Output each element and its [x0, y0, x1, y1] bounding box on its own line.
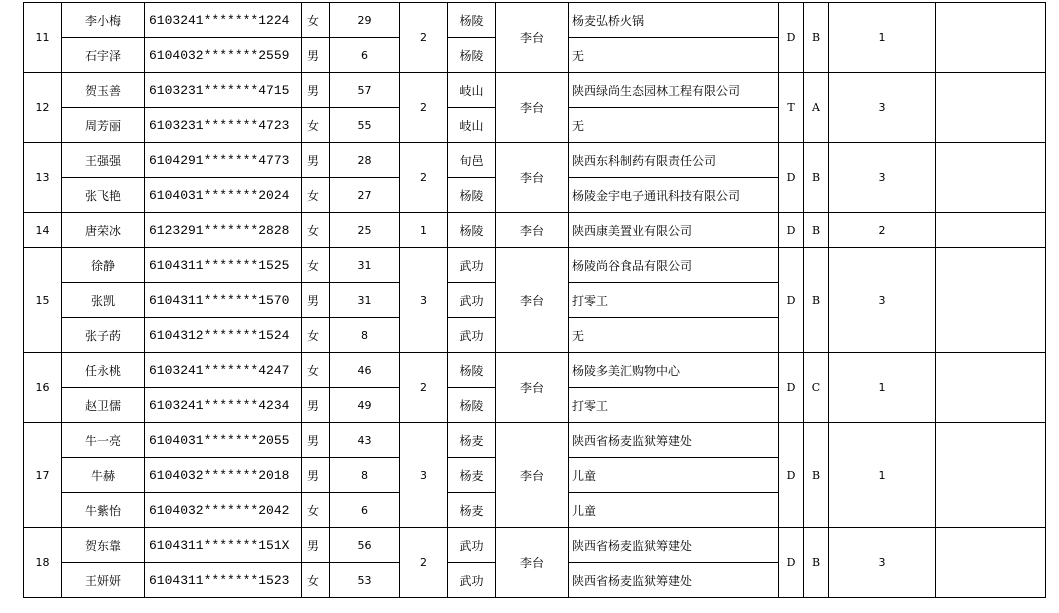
cell-id-number[interactable]: 6104312*******1524	[145, 318, 302, 353]
table-row	[24, 73, 1046, 108]
cell-origin[interactable]: 武功	[448, 528, 496, 563]
cell-sex[interactable]: 女	[302, 213, 330, 248]
cell-category-2[interactable]: B	[804, 423, 829, 528]
cell-category-2[interactable]: B	[804, 143, 829, 213]
cell-name[interactable]: 李小梅	[62, 3, 145, 38]
cell-remarks[interactable]	[936, 73, 1046, 143]
cell-category-3[interactable]: 3	[829, 73, 936, 143]
cell-name[interactable]: 牛一亮	[62, 423, 145, 458]
cell-id-number[interactable]: 6104311*******1570	[145, 283, 302, 318]
table-row	[24, 528, 1046, 563]
cell-id-number[interactable]: 6103241*******4234	[145, 388, 302, 423]
cell-id-number[interactable]: 6103231*******4715	[145, 73, 302, 108]
cell-workplace[interactable]: 儿童	[569, 493, 779, 528]
cell-remarks[interactable]	[936, 423, 1046, 528]
cell-workplace[interactable]: 儿童	[569, 458, 779, 493]
cell-origin[interactable]: 武功	[448, 283, 496, 318]
cell-remarks[interactable]	[936, 353, 1046, 423]
cell-workplace[interactable]: 陕西康美置业有限公司	[569, 213, 779, 248]
table-row	[24, 143, 1046, 178]
cell-age[interactable]: 31	[330, 283, 400, 318]
cell-village[interactable]: 李台	[496, 3, 569, 73]
cell-name[interactable]: 唐荣冰	[62, 213, 145, 248]
cell-name[interactable]: 牛紫怡	[62, 493, 145, 528]
cell-sex[interactable]: 男	[302, 38, 330, 73]
cell-origin[interactable]: 旬邑	[448, 143, 496, 178]
cell-age[interactable]: 53	[330, 563, 400, 598]
cell-category-3[interactable]: 2	[829, 213, 936, 248]
cell-category-3[interactable]: 3	[829, 528, 936, 598]
cell-sex[interactable]: 男	[302, 528, 330, 563]
cell-origin[interactable]: 岐山	[448, 73, 496, 108]
cell-household-no[interactable]: 18	[24, 528, 62, 598]
cell-sex[interactable]: 男	[302, 143, 330, 178]
cell-age[interactable]: 6	[330, 38, 400, 73]
cell-category-1[interactable]: T	[779, 73, 804, 143]
cell-sex[interactable]: 男	[302, 388, 330, 423]
cell-remarks[interactable]	[936, 143, 1046, 213]
cell-category-2[interactable]: B	[804, 248, 829, 353]
cell-id-number[interactable]: 6104311*******1523	[145, 563, 302, 598]
cell-household-count[interactable]: 2	[400, 528, 448, 598]
cell-id-number[interactable]: 6104031*******2055	[145, 423, 302, 458]
cell-name[interactable]: 任永桃	[62, 353, 145, 388]
cell-id-number[interactable]: 6104311*******151X	[145, 528, 302, 563]
cell-id-number[interactable]: 6103231*******4723	[145, 108, 302, 143]
cell-id-number[interactable]: 6104032*******2042	[145, 493, 302, 528]
cell-workplace[interactable]: 无	[569, 38, 779, 73]
cell-household-no[interactable]: 12	[24, 73, 62, 143]
cell-age[interactable]: 57	[330, 73, 400, 108]
cell-age[interactable]: 8	[330, 458, 400, 493]
cell-household-count[interactable]: 2	[400, 353, 448, 423]
cell-category-1[interactable]: D	[779, 3, 804, 73]
cell-village[interactable]: 李台	[496, 73, 569, 143]
cell-age[interactable]: 8	[330, 318, 400, 353]
cell-workplace[interactable]: 无	[569, 108, 779, 143]
cell-category-1[interactable]: D	[779, 353, 804, 423]
cell-category-2[interactable]: B	[804, 3, 829, 73]
cell-sex[interactable]: 女	[302, 318, 330, 353]
cell-workplace[interactable]: 陕西省杨麦监狱筹建处	[569, 423, 779, 458]
cell-category-1[interactable]: D	[779, 248, 804, 353]
cell-age[interactable]: 56	[330, 528, 400, 563]
cell-id-number[interactable]: 6104032*******2018	[145, 458, 302, 493]
cell-id-number[interactable]: 6104031*******2024	[145, 178, 302, 213]
cell-id-number[interactable]: 6103241*******4247	[145, 353, 302, 388]
cell-village[interactable]: 李台	[496, 353, 569, 423]
cell-remarks[interactable]	[936, 213, 1046, 248]
cell-category-1[interactable]: D	[779, 423, 804, 528]
table-row	[24, 213, 1046, 248]
cell-category-3[interactable]: 1	[829, 353, 936, 423]
cell-workplace[interactable]: 打零工	[569, 388, 779, 423]
cell-remarks[interactable]	[936, 528, 1046, 598]
cell-sex[interactable]: 女	[302, 493, 330, 528]
cell-category-3[interactable]: 1	[829, 423, 936, 528]
cell-name[interactable]: 牛赫	[62, 458, 145, 493]
cell-name[interactable]: 赵卫儒	[62, 388, 145, 423]
table-row	[24, 248, 1046, 283]
cell-sex[interactable]: 女	[302, 563, 330, 598]
cell-age[interactable]: 31	[330, 248, 400, 283]
cell-household-no[interactable]: 14	[24, 213, 62, 248]
cell-age[interactable]: 49	[330, 388, 400, 423]
cell-sex[interactable]: 女	[302, 248, 330, 283]
cell-age[interactable]: 55	[330, 108, 400, 143]
cell-origin[interactable]: 杨陵	[448, 213, 496, 248]
cell-workplace[interactable]: 陕西东科制药有限责任公司	[569, 143, 779, 178]
cell-name[interactable]: 王强强	[62, 143, 145, 178]
cell-workplace[interactable]: 杨陵尚谷食品有限公司	[569, 248, 779, 283]
cell-origin[interactable]: 杨陵	[448, 353, 496, 388]
cell-category-1[interactable]: D	[779, 213, 804, 248]
cell-age[interactable]: 27	[330, 178, 400, 213]
cell-name[interactable]: 石宇泽	[62, 38, 145, 73]
table-body	[24, 3, 1046, 598]
cell-origin[interactable]: 杨麦	[448, 493, 496, 528]
cell-village[interactable]: 李台	[496, 248, 569, 353]
cell-remarks[interactable]	[936, 248, 1046, 353]
cell-household-count[interactable]: 3	[400, 248, 448, 353]
cell-origin[interactable]: 武功	[448, 318, 496, 353]
cell-sex[interactable]: 女	[302, 108, 330, 143]
cell-sex[interactable]: 女	[302, 178, 330, 213]
cell-remarks[interactable]	[936, 3, 1046, 73]
cell-id-number[interactable]: 6104032*******2559	[145, 38, 302, 73]
cell-origin[interactable]: 杨陵	[448, 388, 496, 423]
cell-household-no[interactable]: 15	[24, 248, 62, 353]
table-row	[24, 423, 1046, 458]
cell-name[interactable]: 王妍妍	[62, 563, 145, 598]
cell-name[interactable]: 贺东靠	[62, 528, 145, 563]
cell-household-no[interactable]: 17	[24, 423, 62, 528]
cell-household-count[interactable]: 3	[400, 423, 448, 528]
cell-origin[interactable]: 杨麦	[448, 458, 496, 493]
cell-sex[interactable]: 男	[302, 73, 330, 108]
cell-sex[interactable]: 女	[302, 353, 330, 388]
cell-household-count[interactable]: 2	[400, 73, 448, 143]
cell-origin[interactable]: 杨陵	[448, 3, 496, 38]
cell-household-no[interactable]: 11	[24, 3, 62, 73]
cell-age[interactable]: 29	[330, 3, 400, 38]
cell-origin[interactable]: 杨陵	[448, 38, 496, 73]
cell-workplace[interactable]: 陕西省杨麦监狱筹建处	[569, 563, 779, 598]
cell-age[interactable]: 25	[330, 213, 400, 248]
cell-name[interactable]: 贺玉善	[62, 73, 145, 108]
cell-age[interactable]: 28	[330, 143, 400, 178]
cell-category-3[interactable]: 3	[829, 248, 936, 353]
household-table	[23, 2, 1046, 598]
cell-origin[interactable]: 杨陵	[448, 178, 496, 213]
cell-household-count[interactable]: 2	[400, 3, 448, 73]
cell-household-no[interactable]: 13	[24, 143, 62, 213]
cell-household-no[interactable]: 16	[24, 353, 62, 423]
cell-workplace[interactable]: 杨陵多美汇购物中心	[569, 353, 779, 388]
cell-id-number[interactable]: 6104311*******1525	[145, 248, 302, 283]
cell-category-1[interactable]: D	[779, 143, 804, 213]
cell-age[interactable]: 46	[330, 353, 400, 388]
cell-category-2[interactable]: B	[804, 528, 829, 598]
cell-name[interactable]: 周芳丽	[62, 108, 145, 143]
cell-name[interactable]: 张子菂	[62, 318, 145, 353]
cell-origin[interactable]: 武功	[448, 563, 496, 598]
cell-village[interactable]: 李台	[496, 143, 569, 213]
cell-sex[interactable]: 男	[302, 283, 330, 318]
cell-name[interactable]: 徐静	[62, 248, 145, 283]
cell-workplace[interactable]: 无	[569, 318, 779, 353]
cell-origin[interactable]: 杨麦	[448, 423, 496, 458]
cell-sex[interactable]: 男	[302, 458, 330, 493]
cell-category-1[interactable]: D	[779, 528, 804, 598]
cell-origin[interactable]: 武功	[448, 248, 496, 283]
cell-category-2[interactable]: A	[804, 73, 829, 143]
cell-household-count[interactable]: 2	[400, 143, 448, 213]
table-row	[24, 3, 1046, 38]
cell-sex[interactable]: 女	[302, 3, 330, 38]
cell-category-3[interactable]: 1	[829, 3, 936, 73]
cell-category-2[interactable]: B	[804, 213, 829, 248]
cell-workplace[interactable]: 陕西省杨麦监狱筹建处	[569, 528, 779, 563]
cell-id-number[interactable]: 6123291*******2828	[145, 213, 302, 248]
cell-origin[interactable]: 岐山	[448, 108, 496, 143]
cell-name[interactable]: 张凯	[62, 283, 145, 318]
cell-village[interactable]: 李台	[496, 528, 569, 598]
cell-sex[interactable]: 男	[302, 423, 330, 458]
cell-household-count[interactable]: 1	[400, 213, 448, 248]
cell-id-number[interactable]: 6103241*******1224	[145, 3, 302, 38]
cell-category-3[interactable]: 3	[829, 143, 936, 213]
cell-workplace[interactable]: 陕西绿尚生态园林工程有限公司	[569, 73, 779, 108]
cell-workplace[interactable]: 杨陵金宇电子通讯科技有限公司	[569, 178, 779, 213]
cell-village[interactable]: 李台	[496, 213, 569, 248]
table-row	[24, 353, 1046, 388]
cell-name[interactable]: 张飞艳	[62, 178, 145, 213]
cell-age[interactable]: 6	[330, 493, 400, 528]
cell-category-2[interactable]: C	[804, 353, 829, 423]
cell-village[interactable]: 李台	[496, 423, 569, 528]
cell-workplace[interactable]: 杨麦弘桥火锅	[569, 3, 779, 38]
cell-workplace[interactable]: 打零工	[569, 283, 779, 318]
cell-age[interactable]: 43	[330, 423, 400, 458]
cell-id-number[interactable]: 6104291*******4773	[145, 143, 302, 178]
